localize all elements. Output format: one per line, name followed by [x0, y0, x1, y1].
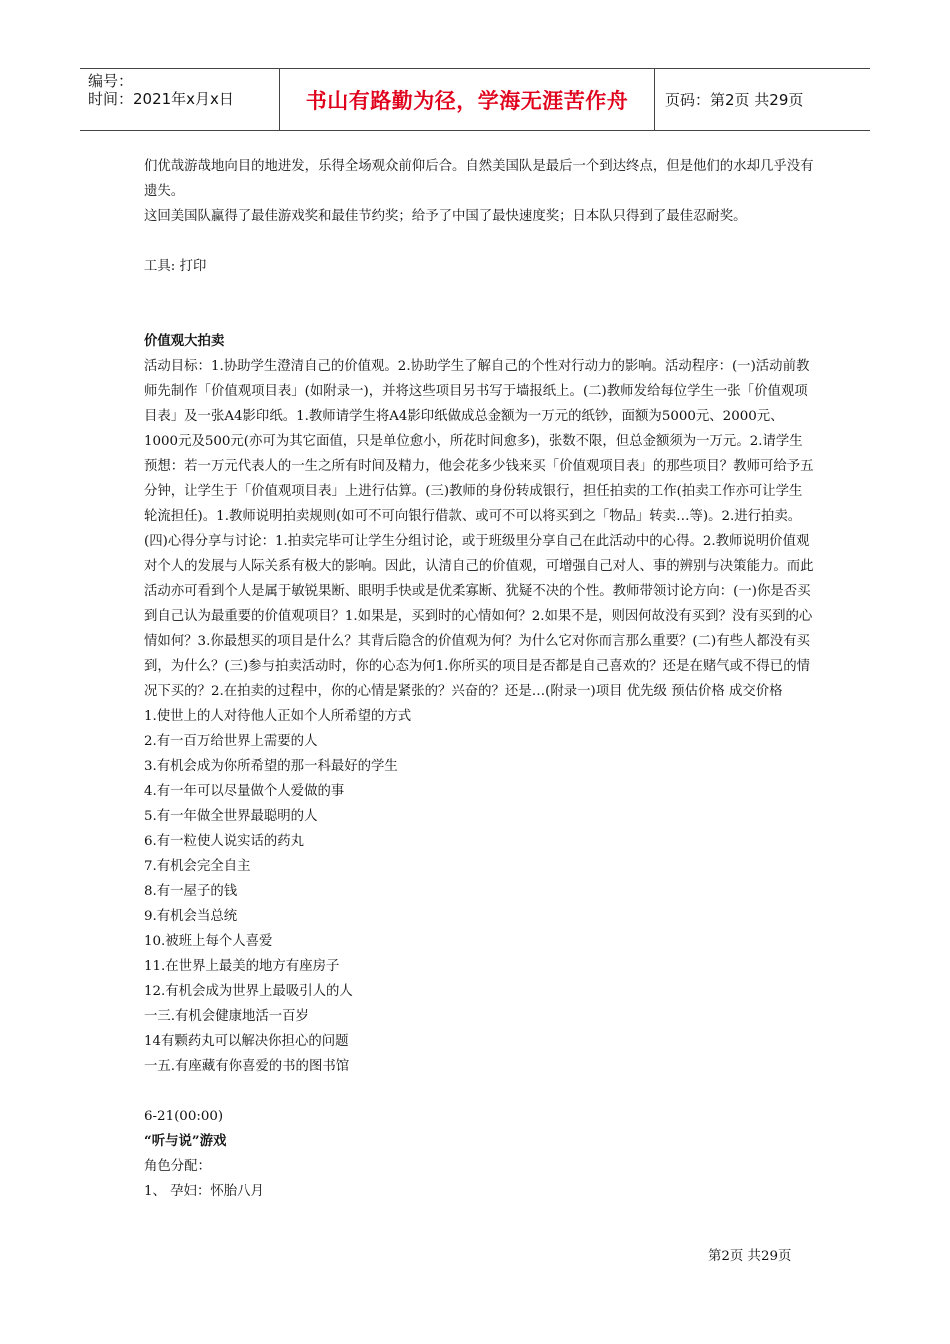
header-meta	[80, 69, 280, 130]
list-item: 2.有一百万给世界上需要的人	[144, 734, 318, 749]
timestamp: 6-21(00:00)	[144, 1109, 224, 1124]
role-item: 1、 孕妇：怀胎八月	[144, 1184, 264, 1199]
list-item: 12.有机会成为世界上最吸引人的人	[144, 984, 353, 999]
roles-label: 角色分配：	[144, 1159, 211, 1174]
tools-line: 工具: 打印	[144, 259, 207, 274]
game-title: “听与说”游戏	[144, 1133, 227, 1149]
document-body	[144, 154, 814, 1204]
list-item: 6.有一粒使人说实话的药丸	[144, 834, 305, 849]
intro-paragraph-1: 们优哉游哉地向目的地进发，乐得全场观众前仰后合。自然美国队是最后一个到达终点，但是他们的水却几乎没有遗失。	[144, 159, 814, 199]
list-item: 14有颗药丸可以解决你担心的问题	[144, 1034, 349, 1049]
header-page-label: 页码：第2页 共29页	[665, 91, 804, 109]
page-header	[80, 68, 870, 131]
value-items-list	[144, 704, 814, 1079]
time-label: 时间：2021年x月x日	[88, 90, 234, 108]
list-item: 一五.有座藏有你喜爱的书的图书馆	[144, 1059, 350, 1074]
intro-paragraph-2: 这回美国队赢得了最佳游戏奖和最佳节约奖；给予了中国了最快速度奖；日本队只得到了最佳忍耐奖。	[144, 209, 747, 224]
section-title: 价值观大拍卖	[144, 333, 225, 349]
number-label: 编号：	[88, 72, 134, 90]
list-item: 5.有一年做全世界最聪明的人	[144, 809, 318, 824]
list-item: 1.使世上的人对待他人正如个人所希望的方式	[144, 709, 412, 724]
list-item: 8.有一屋子的钱	[144, 884, 238, 899]
list-item: 11.在世界上最美的地方有座房子	[144, 959, 340, 974]
list-item: 9.有机会当总统	[144, 909, 238, 924]
list-item: 一三.有机会健康地活一百岁	[144, 1009, 309, 1024]
list-item: 3.有机会成为你所希望的那一科最好的学生	[144, 759, 398, 774]
list-item: 4.有一年可以尽量做个人爱做的事	[144, 784, 345, 799]
list-item: 10.被班上每个人喜爱	[144, 934, 273, 949]
page-footer: 第2页 共29页	[708, 1249, 792, 1264]
section-body: 活动目标：1.协助学生澄清自己的价值观。2.协助学生了解自己的个性对行动力的影响。活动程序：(一)活动前教师先制作「价值观项目表」(如附录一)，并将这些项目另书写于墙报纸上。(二)教师发给每位学生一张「价值观项目表」及一张A4影印纸。1.教师请学生将A4影印纸做成总金额为一万元的纸钞，面额为5000元、2000元、1000元及500元(亦可为其它面值，只是单位愈小，所花时间愈多)，张数不限，但总金额须为一万元。2.请学生预想：若一万元代表人的一生之所有时间及精力，他会花多少钱来买「价值观项目表」的那些项目？教师可给予五分钟，让学生于「价值观项目表」上进行估算。(三)教师的身份转成银行，担任拍卖的工作(拍卖工作亦可让学生轮流担任)。1.教师说明拍卖规则(如可不可向银行借款、或可不可以将买到之「物品」转卖…等)。2.进行拍卖。(四)心得分享与讨论：1.拍卖完毕可让学生分组讨论，或于班级里分享自己在此活动中的心得。2.教师说明价值观对个人的发展与人际关系有极大的影响。因此，认清自己的价值观，可增强自己对人、事的辨别与决策能力。而此活动亦可看到个人是属于敏锐果断、眼明手快或是优柔寡断、犹疑不决的个性。教师带领讨论方向：(一)你是否买到自己认为最重要的价值观项目？1.如果是，买到时的心情如何？2.如果不是，则因何故没有买到？没有买到的心情如何？3.你最想买的项目是什么？其背后隐含的价值观为何？为什么它对你而言那么重要？(二)有些人都没有买到，为什么？(三)参与拍卖活动时，你的心态为何1.你所买的项目是否都是自己喜欢的？还是在赌气或不得已的情况下买的？2.在拍卖的过程中，你的心情是紧张的？兴奋的？还是…(附录一)项目 优先级 预估价格 成交价格	[144, 359, 814, 699]
list-item: 7.有机会完全自主	[144, 859, 251, 874]
header-motto: 书山有路勤为径，学海无涯苦作舟	[280, 69, 655, 130]
